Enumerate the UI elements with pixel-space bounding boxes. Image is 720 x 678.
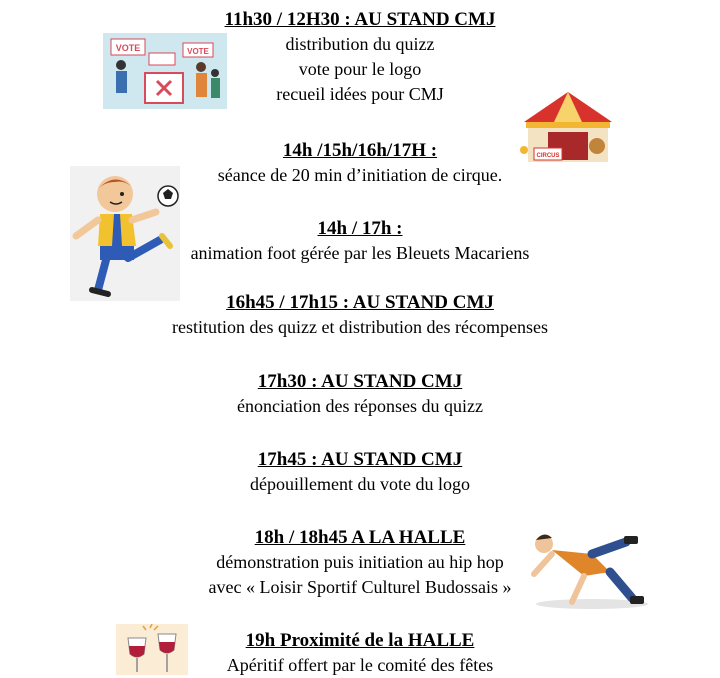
event-1-heading: 11h30 / 12H30 : AU STAND CMJ bbox=[224, 9, 496, 30]
event-1-line-3: recueil idées pour CMJ bbox=[276, 84, 444, 104]
event-4-line-1: restitution des quizz et distribution des récompenses bbox=[172, 317, 548, 337]
hip-hop-dancer-icon bbox=[522, 524, 650, 612]
event-3-heading: 14h / 17h : bbox=[317, 218, 403, 239]
svg-text:VOTE: VOTE bbox=[115, 43, 141, 53]
vote-illustration-icon bbox=[103, 33, 227, 109]
event-8-heading: 19h Proximité de la HALLE bbox=[245, 630, 475, 651]
football-player-icon bbox=[70, 166, 180, 301]
svg-text:VOTE: VOTE bbox=[187, 47, 209, 56]
wine-glasses-icon bbox=[116, 624, 188, 675]
event-1-line-1: distribution du quizz bbox=[285, 34, 435, 54]
event-5-heading: 17h30 : AU STAND CMJ bbox=[257, 371, 463, 392]
event-6-heading: 17h45 : AU STAND CMJ bbox=[257, 449, 463, 470]
event-7-heading: 18h / 18h45 A LA HALLE bbox=[254, 527, 466, 548]
event-8 bbox=[0, 629, 720, 678]
event-5-line-1: énonciation des réponses du quizz bbox=[237, 396, 483, 416]
event-1-line-2: vote pour le logo bbox=[298, 59, 422, 79]
event-7-line-1: démonstration puis initiation au hip hop bbox=[216, 552, 504, 572]
event-2-line-1: séance de 20 min d’initiation de cirque. bbox=[217, 165, 503, 185]
event-6-line-1: dépouillement du vote du logo bbox=[250, 474, 470, 494]
event-2-heading: 14h /15h/16h/17H : bbox=[282, 140, 438, 161]
event-7-line-2: avec « Loisir Sportif Culturel Budossais » bbox=[208, 577, 512, 597]
event-8-line-1: Apéritif offert par le comité des fêtes bbox=[226, 655, 494, 675]
event-6 bbox=[0, 448, 720, 497]
circus-tent-icon bbox=[512, 88, 624, 168]
event-3-line-1: animation foot gérée par les Bleuets Macariens bbox=[190, 243, 530, 263]
svg-text:CIRCUS: CIRCUS bbox=[536, 153, 560, 159]
event-5 bbox=[0, 370, 720, 419]
event-4-heading: 16h45 / 17h15 : AU STAND CMJ bbox=[226, 292, 494, 313]
